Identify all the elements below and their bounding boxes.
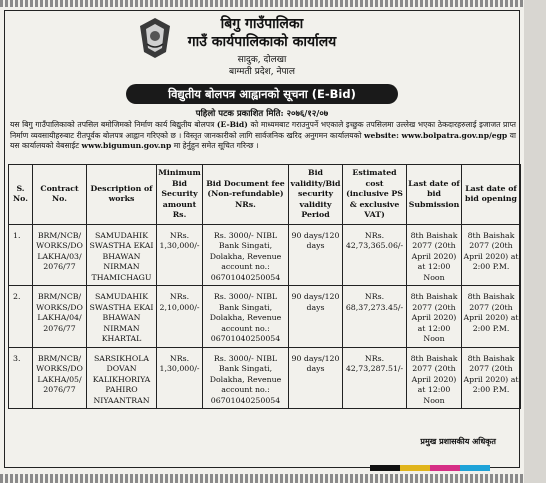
cell-validity: 90 days/120 days [289, 224, 343, 286]
cell-security: NRs. 2,10,000/- [157, 286, 203, 348]
table-row [9, 347, 521, 409]
cell-cost: NRs. 68,37,273.45/- [343, 286, 407, 348]
intro-text-2: को माध्यमबाट गराउनुपर्ने भएकाले इच्छुक तपसिलमा उल्लेख भएका ठेकदारहरुलाई इजाजत प्राप्त निर्माण व्यवसायीहरुबाट रीतपूर्वक बोलपत्र आह्वान गरिएको छ । विस्तृत जानकारीको लागि सार्वजनिक खरिद अनुगमन कार्यालयको [10, 120, 516, 140]
color-swatch-black [370, 465, 400, 471]
tender-table [8, 164, 521, 409]
color-swatch-cyan [460, 465, 490, 471]
intro-ebid: (E-Bid) [216, 120, 248, 129]
cell-cost: NRs. 42,73,287.51/- [343, 347, 407, 409]
cell-cost: NRs. 42,73,365.06/- [343, 224, 407, 286]
cell-fee: Rs. 3000/- NIBL Bank Singati, Dolakha, Revenue account no.: 06701040250054 [203, 286, 289, 348]
cell-contract: BRM/NCB/ WORKS/DO LAKHA/03/ 2076/77 [33, 224, 87, 286]
header-validity: Bid validity/Bid security validity Period [289, 165, 343, 225]
cell-description: SAMUDAHIK SWASTHA EKAI BHAWAN NIRMAN KHARTAL [87, 286, 157, 348]
cell-opening: 8th Baishak 2077 (20th April 2020) at 2:00 P.M. [462, 347, 521, 409]
cell-contract: BRM/NCB/ WORKS/DO LAKHA/04/ 2076/77 [33, 286, 87, 348]
bottom-hatch-border [0, 474, 524, 483]
header-contract-no: Contract No. [33, 165, 87, 225]
color-swatch-yellow [400, 465, 430, 471]
header-description: Description of works [87, 165, 157, 225]
cell-security: NRs. 1,30,000/- [157, 347, 203, 409]
cell-description: SAMUDAHIK SWASTHA EKAI BHAWAN NIRMAN THAMICHAGU [87, 224, 157, 286]
cell-submission: 8th Baishak 2077 (20th April 2020) at 12:00 Noon [407, 224, 462, 286]
bigumun-link[interactable]: www.bigumun.gov.np [81, 141, 172, 150]
province-name: बाग्मती प्रदेश, नेपाल [229, 67, 295, 77]
table-row [9, 224, 521, 286]
signatory-title: प्रमुख प्रशासकीय अधिकृत [420, 436, 496, 446]
notice-title-banner: विद्युतीय बोलपत्र आह्वानको सूचना (E-Bid) [126, 84, 398, 104]
cell-security: NRs. 1,30,000/- [157, 224, 203, 286]
table-header-row [9, 165, 521, 225]
bolpatra-link[interactable]: www.bolpatra.gov.np/egp [401, 130, 508, 140]
header-document-fee: Bid Document fee (Non-refundable) NRs. [203, 165, 289, 225]
cell-sn: 2. [9, 286, 33, 348]
cell-validity: 90 days/120 days [289, 347, 343, 409]
intro-text-1: यस बिगु गाउँपालिकाको तपसिल बमोजिमको निर्माण कार्य बिद्युतीय बोलपत्र [10, 120, 215, 129]
cell-submission: 8th Baishak 2077 (20th April 2020) at 12:00 Noon [407, 286, 462, 348]
intro-text-4: मा हेर्नुहुन समेत सूचित गरिन्छ । [173, 141, 259, 150]
cell-opening: 8th Baishak 2077 (20th April 2020) at 2:00 P.M. [462, 286, 521, 348]
cell-opening: 8th Baishak 2077 (20th April 2020) at 2:00 P.M. [462, 224, 521, 286]
header-sn: S. No. [9, 165, 33, 225]
header-submission-date: Last date of bid Submission [407, 165, 462, 225]
office-name: गाउँ कार्यपालिकाको कार्यालय [187, 34, 337, 50]
cell-sn: 3. [9, 347, 33, 409]
header-bid-security: Minimum Bid Security amount Rs. [157, 165, 203, 225]
cell-description: SARSIKHOLA DOVAN KALIKHORIYA PAHIRO NIYAANTRAN [87, 347, 157, 409]
publication-date: पहिलो पटक प्रकाशित मिति: २०७६/१२/०७ [195, 109, 329, 119]
intro-website-label: website: [363, 130, 399, 140]
top-hatch-border [0, 0, 524, 7]
header-estimated-cost: Estimated cost (inclusive PS & exclusive VAT) [343, 165, 407, 225]
cell-fee: Rs. 3000/- NIBL Bank Singati, Dolakha, Revenue account no.: 06701040250054 [203, 347, 289, 409]
office-location: सादुक, दोलखा [237, 55, 287, 65]
intro-paragraph [10, 120, 516, 152]
cell-submission: 8th Baishak 2077 (20th April 2020) at 12:00 Noon [407, 347, 462, 409]
cell-fee: Rs. 3000/- NIBL Bank Singati, Dolakha, Revenue account no.: 06701040250054 [203, 224, 289, 286]
header-opening-date: Last date of bid opening [462, 165, 521, 225]
cell-sn: 1. [9, 224, 33, 286]
print-color-bar [370, 465, 490, 471]
municipality-name: बिगु गाउँपालिका [220, 16, 304, 32]
color-swatch-magenta [430, 465, 460, 471]
cell-validity: 90 days/120 days [289, 286, 343, 348]
table-row [9, 286, 521, 348]
cell-contract: BRM/NCB/ WORKS/DO LAKHA/05/ 2076/77 [33, 347, 87, 409]
intro-text-3: वा यस कार्यालयको वेबसाईट [10, 130, 516, 150]
